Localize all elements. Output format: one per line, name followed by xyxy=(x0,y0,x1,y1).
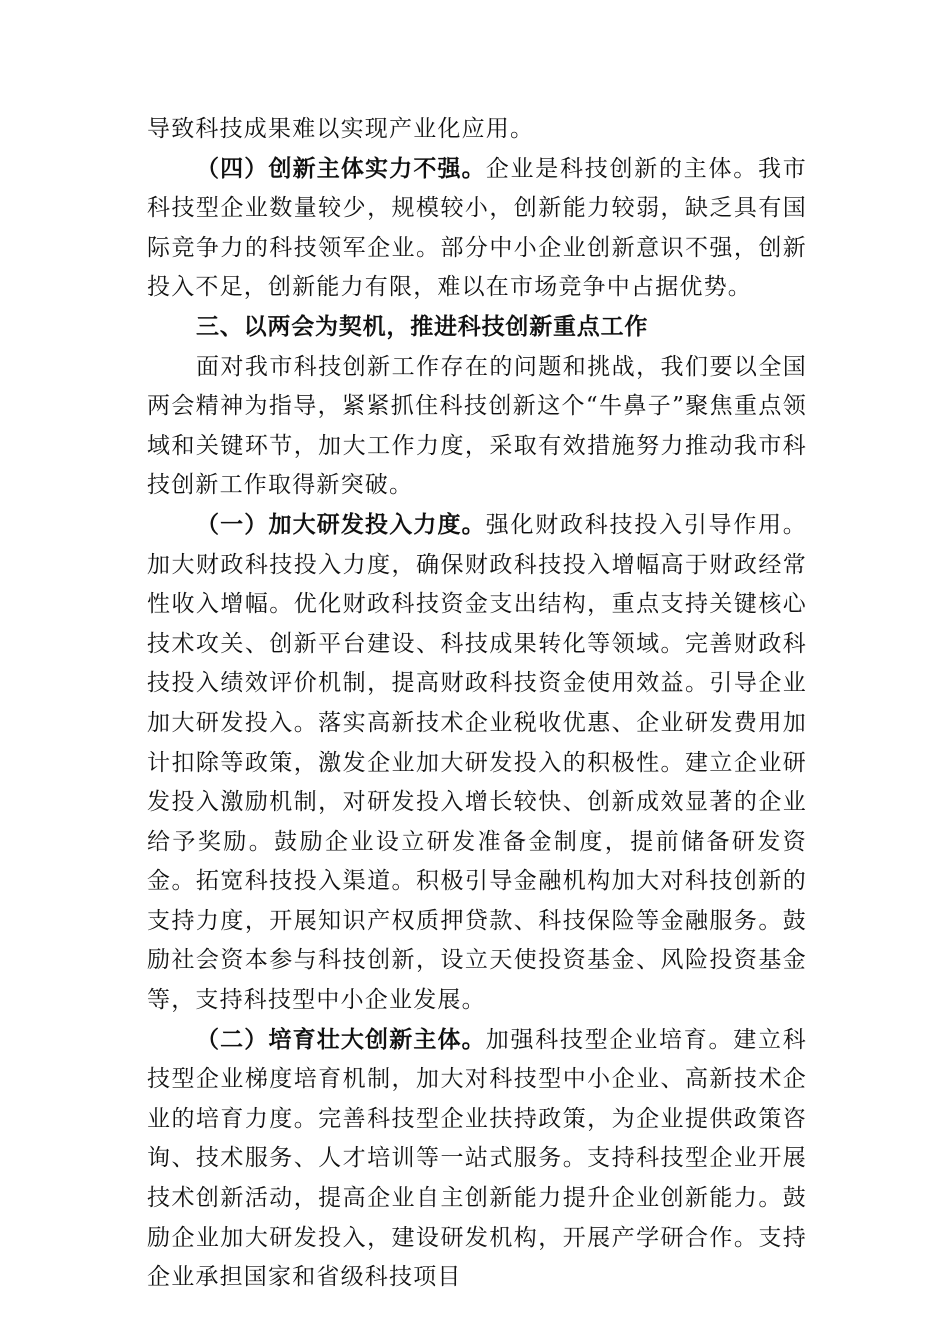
paragraph-text: 导致科技成果难以实现产业化应用。 xyxy=(147,116,535,142)
paragraph-subsection-2 xyxy=(147,1021,807,1298)
paragraph-text: 面对我市科技创新工作存在的问题和挑战，我们要以全国两会精神为指导，紧紧抓住科技创新这个“牛鼻子”聚焦重点领域和关键环节，加大工作力度，采取有效措施努力推动我市科技创新工作取得新突破。 xyxy=(147,353,807,499)
paragraph-intro xyxy=(147,348,807,506)
paragraph-lead: （四）创新主体实力不强。 xyxy=(196,155,486,182)
section-heading: 三、以两会为契机，推进科技创新重点工作 xyxy=(196,313,649,340)
paragraph-continuation xyxy=(147,110,807,150)
paragraph-subsection-1 xyxy=(147,506,807,1021)
paragraph-text: 加强科技型企业培育。建立科技型企业梯度培育机制，加大对科技型中小企业、高新技术企业的培育力度。完善科技型企业扶持政策，为企业提供政策咨询、技术服务、人才培训等一站式服务。支持科技型企业开展技术创新活动，提高企业自主创新能力提升企业创新能力。鼓励企业加大研发投入，建设研发机构，开展产学研合作。支持企业承担国家和省级科技项目 xyxy=(147,1026,807,1291)
paragraph-text: 企业是科技创新的主体。我市科技型企业数量较少，规模较小，创新能力较弱，缺乏具有国际竞争力的科技领军企业。部分中小企业创新意识不强，创新投入不足，创新能力有限，难以在市场竞争中占据优势。 xyxy=(147,155,807,301)
paragraph-text: 强化财政科技投入引导作用。加大财政科技投入力度，确保财政科技投入增幅高于财政经常性收入增幅。优化财政科技资金支出结构，重点支持关键核心技术攻关、创新平台建设、科技成果转化等领域。完善财政科技投入绩效评价机制，提高财政科技资金使用效益。引导企业加大研发投入。落实高新技术企业税收优惠、企业研发费用加计扣除等政策，激发企业加大研发投入的积极性。建立企业研发投入激励机制，对研发投入增长较快、创新成效显著的企业给予奖励。鼓励企业设立研发准备金制度，提前储备研发资金。拓宽科技投入渠道。积极引导金融机构加大对科技创新的支持力度，开展知识产权质押贷款、科技保险等金融服务。鼓励社会资本参与科技创新，设立天使投资基金、风险投资基金等，支持科技型中小企业发展。 xyxy=(147,511,807,1014)
document-body xyxy=(147,110,807,1298)
paragraph-lead: （一）加大研发投入力度。 xyxy=(196,511,486,538)
paragraph-section-4 xyxy=(147,150,807,308)
paragraph-lead: （二）培育壮大创新主体。 xyxy=(196,1026,486,1053)
